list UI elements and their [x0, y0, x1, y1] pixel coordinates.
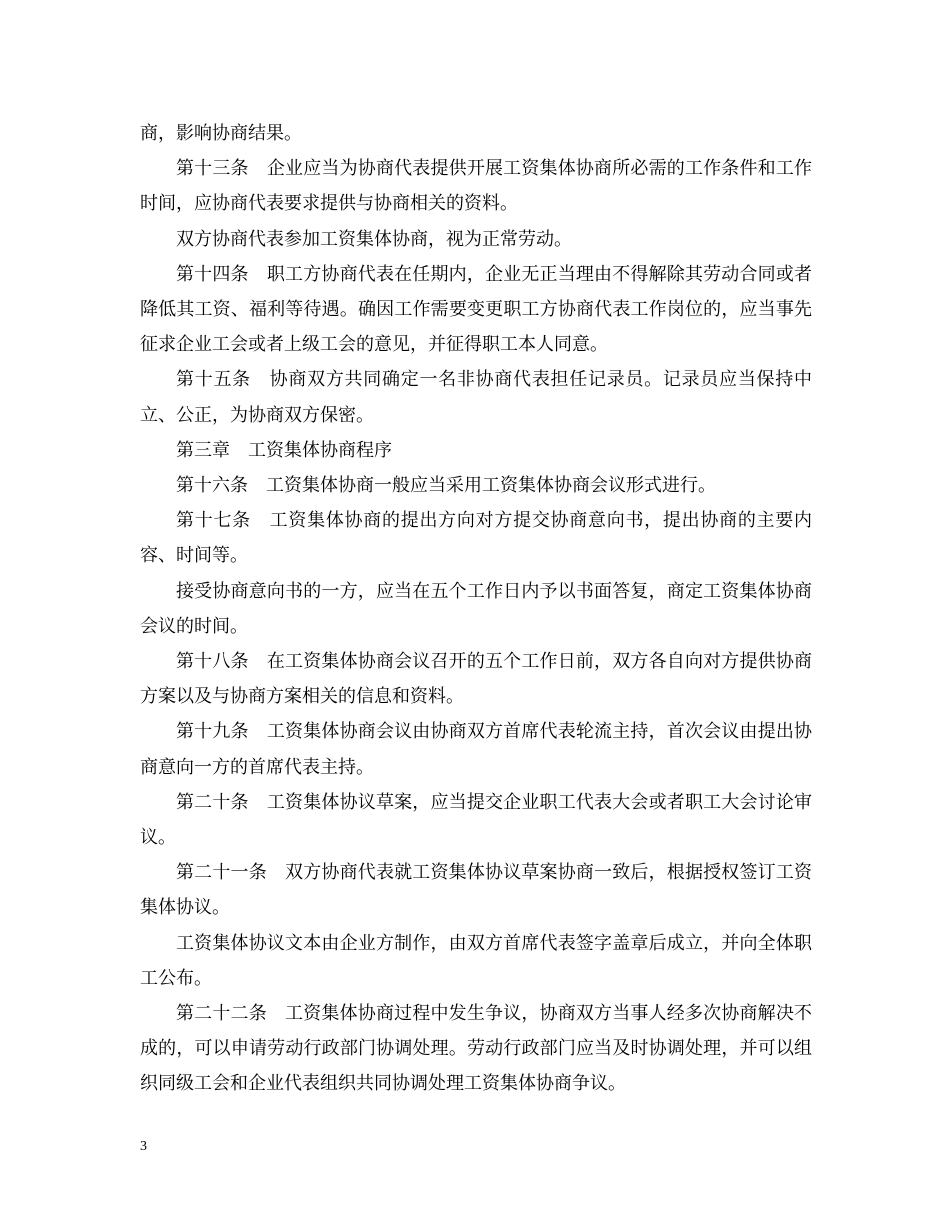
paragraph-normal-labor: 双方协商代表参加工资集体协商，视为正常劳动。: [176, 228, 572, 250]
paragraph-article-19: 第十九条 工资集体协商会议由协商双方首席代表轮流主持，首次会议由提出协商意向一方的首席代表主持。: [140, 721, 812, 778]
paragraph-article-20: 第二十条 工资集体协议草案，应当提交企业职工代表大会或者职工大会讨论审议。: [140, 791, 812, 849]
paragraph-article-22: 第二十二条 工资集体协商过程中发生争议，协商双方当事人经多次协商解决不成的，可以申请劳动行政部门协调处理。劳动行政部门应当及时协调处理，并可以组织同级工会和企业代表组织共同协调处理工资集体协商争议。: [140, 1003, 812, 1095]
paragraph-agreement-text: 工资集体协议文本由企业方制作，由双方首席代表签字盖章后成立，并向全体职工公布。: [140, 932, 812, 989]
paragraph-reply-intent: 接受协商意向书的一方，应当在五个工作日内予以书面答复，商定工资集体协商会议的时间。: [140, 580, 812, 637]
chapter-heading-3: 第三章 工资集体协商程序: [176, 439, 392, 461]
paragraph-article-16: 第十六条 工资集体协商一般应当采用工资集体协商会议形式进行。: [176, 475, 716, 497]
paragraph-article-14: 第十四条 职工方协商代表在任期内，企业无正当理由不得解除其劳动合同或者降低其工资、福利等待遇。确因工作需要变更职工方协商代表工作岗位的，应当事先征求企业工会或者上级工会的意见，并征得职工本人同意。: [140, 263, 812, 356]
paragraph-article-13: 第十三条 企业应当为协商代表提供开展工资集体协商所必需的工作条件和工作时间，应协商代表要求提供与协商相关的资料。: [140, 158, 812, 215]
paragraph-continuation: 商，影响协商结果。: [140, 123, 302, 144]
paragraph-article-15: 第十五条 协商双方共同确定一名非协商代表担任记录员。记录员应当保持中立、公正，为协商双方保密。: [140, 369, 812, 426]
paragraph-article-17: 第十七条 工资集体协商的提出方向对方提交协商意向书，提出协商的主要内容、时间等。: [140, 510, 812, 567]
page-number: 3: [140, 1139, 147, 1154]
paragraph-article-21: 第二十一条 双方协商代表就工资集体协议草案协商一致后，根据授权签订工资集体协议。: [140, 862, 812, 919]
document-body: [140, 116, 812, 1102]
paragraph-article-18: 第十八条 在工资集体协商会议召开的五个工作日前，双方各自向对方提供协商方案以及与协商方案相关的信息和资料。: [140, 651, 812, 708]
